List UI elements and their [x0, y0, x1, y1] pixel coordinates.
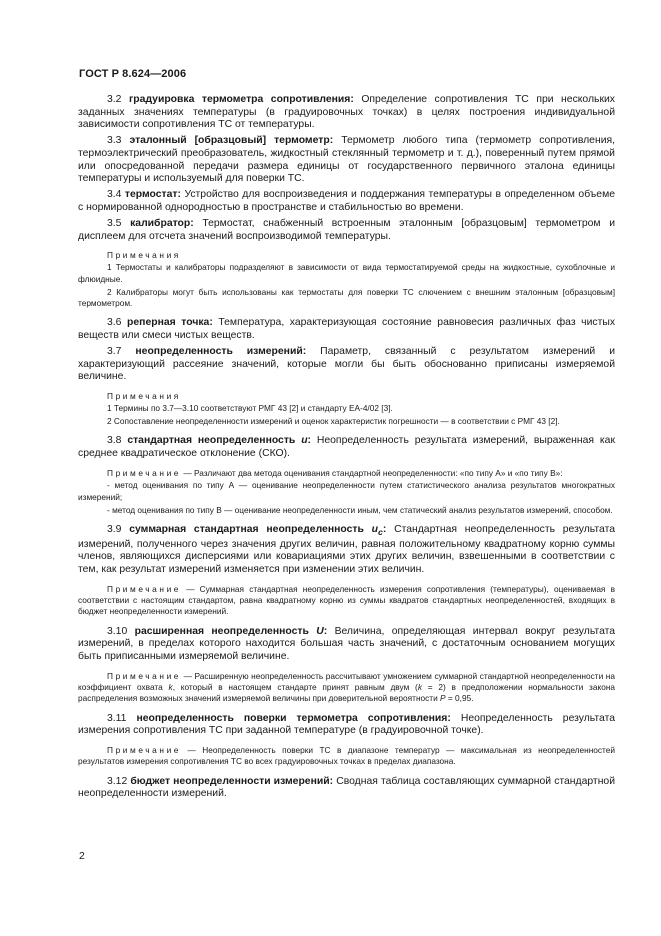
definition-3-5 — [78, 218, 615, 243]
term: эталонный [образцовый] термометр: — [129, 135, 334, 147]
definition-text: Температура, характеризующая состояние равновесия различных фаз чистых веществ или смеси чистых веществ. — [78, 317, 616, 342]
term: термостат: — [124, 189, 181, 201]
definition-3-11 — [78, 713, 615, 738]
term-text: стандартная неопределенность — [127, 435, 296, 447]
standard-header: ГОСТ Р 8.624—2006 — [79, 68, 187, 80]
symbol-U: U — [316, 625, 324, 637]
note-item: 2 Сопоставление неопределенности измерений и оценок характеристик погрешности — в соответствии с РМГ 43 [2]. — [107, 415, 560, 426]
clause-number: 3.7 — [107, 346, 122, 358]
symbol-P: P — [440, 693, 446, 704]
definition-text: Определение сопротивления ТС при нескольких заданных значениях температуры (в градуировочных точках) в целях построения индивидуальной зависимости сопротивления ТС от температуры. — [78, 94, 616, 131]
definition-3-4 — [78, 189, 615, 214]
note-label: Примечание — [107, 670, 182, 681]
definition-3-7 — [78, 346, 615, 384]
definition-text: Величина, определяющая интервал вокруг результата измерений, в пределах которого находится большая часть значений, с достаточным основанием могущих быть приписанными измеряемой величине. — [78, 625, 616, 662]
page-number: 2 — [79, 851, 85, 862]
definition-text: Стандартная неопределенность результата измерений, полученного через значения других величин, равная положительному квадратному корню суммы членов, являющихся дисперсиями или ковариациями этих других величин, взвешенными в соответствии с тем, как результат измерений изменяется при изменении этих величин. — [78, 524, 616, 575]
note-text: — Суммарная стандартная неопределенность измерения сопротивления (температуры), оцениваемая в соответствии с настоящим стандартом, равна квадратному корню из суммы квадратов стандартных неопределенностей, входящих в бюджет неопределенности измерений. — [78, 583, 615, 617]
note-item: 1 Термины по 3.7—3.10 соответствуют РМГ 43 [2] и стандарту ЕА-4/02 [3]. — [107, 403, 393, 413]
note-dash-item: - метод оценивания по типу В — оценивание неопределенности иным, чем статический анализ результатов измерений, способом. — [107, 504, 613, 515]
term-colon: : — [307, 435, 312, 447]
definition-3-3 — [78, 135, 615, 185]
term — [135, 626, 328, 637]
term: реперная точка: — [127, 317, 213, 329]
clause-number: 3.3 — [107, 135, 122, 147]
note-text: , который в настоящем стандарте принят равным двум ( — [172, 681, 418, 692]
definition-text: Устройство для воспроизведения и поддержания температуры в определенном объеме с нормированной однородностью в пространстве и стабильностью во времени. — [78, 189, 615, 213]
definition-text: Сводная таблица составляющих суммарной стандартной неопределенности измерений. — [78, 775, 616, 800]
clause-number: 3.5 — [107, 218, 122, 230]
definition-text: Неопределенность результата измерения сопротивления ТС при заданной температуре (в градуировочной точке). — [78, 712, 616, 737]
note-paragraph — [78, 745, 615, 768]
term-text: суммарная стандартная неопределенность — [129, 524, 364, 536]
note-paragraph — [78, 584, 615, 618]
note-label: Примечание — [107, 744, 182, 755]
term: неопределенность измерений: — [135, 346, 307, 358]
term: калибратор: — [130, 218, 194, 230]
notes-heading: Примечания — [107, 250, 181, 261]
term-colon: : — [323, 625, 328, 637]
term: бюджет неопределенности измерений: — [130, 775, 334, 787]
symbol-u: u — [371, 524, 378, 536]
notes-heading: Примечания — [107, 391, 181, 401]
note-dash-item: - метод оценивания по типу А — оценивание неопределенности путем статистического анализа результатов многократных измерений; — [78, 480, 615, 502]
note-item: 2 Калибраторы могут быть использованы как термостаты для поверки ТС слючением с внешним эталонным [образцовым] термометром. — [78, 286, 615, 309]
note-label: Примечание — [107, 583, 182, 594]
term — [127, 435, 311, 446]
definition-3-12 — [78, 776, 615, 801]
clause-number: 3.12 — [107, 775, 128, 787]
symbol-u: u — [301, 435, 308, 447]
term: неопределенность поверки термометра сопротивления: — [136, 712, 451, 724]
symbol-k: k — [417, 681, 422, 692]
clause-number: 3.2 — [107, 94, 122, 105]
note-paragraph — [78, 468, 615, 479]
definition-text: Термометр любого типа (термометр сопротивления, термоэлектрический преобразователь, жидкостный стеклянный термометр и т. д.), поверенный путем прямой или опосредованной передачи размера единицы от государственного первичного эталона единицы температуры и используемый для поверки ТС. — [78, 135, 616, 185]
note-paragraph — [78, 671, 615, 705]
note-text: — Расширенную неопределенность рассчитывают умножением суммарной стандартной неопределенности на коэффициент охвата — [78, 670, 615, 692]
clause-number: 3.10 — [107, 625, 128, 637]
clause-number: 3.11 — [107, 712, 127, 724]
term: градуировка термометра сопротивления: — [128, 94, 354, 105]
definition-text: Термостат, снабженный встроенным эталонным [образцовым] термометром и дисплеем для отсчета значений воспроизводимой температуры. — [78, 218, 616, 242]
definition-text: Параметр, связанный с результатом измерений и характеризующий рассеяние значений, которые могли бы быть обоснованно приписаны измеряемой величине. — [78, 346, 615, 383]
term-colon: : — [382, 524, 387, 536]
document-body — [78, 94, 615, 805]
symbol-subscript-c: c — [377, 527, 383, 538]
note-text: = 2) в предположении нормальности закона распределения возможных значений измеряемой величины при доверительной вероятности — [78, 681, 616, 704]
definition-3-6 — [78, 317, 615, 342]
definition-3-9 — [78, 524, 615, 576]
definition-text: Неопределенность результата измерений, выраженная как среднее квадратическое отклонение (СКО). — [78, 435, 616, 459]
note-text: = 0,95. — [445, 693, 474, 704]
symbol-k: k — [168, 681, 173, 692]
clause-number: 3.6 — [107, 317, 122, 329]
definition-3-8 — [78, 435, 615, 460]
clause-number: 3.9 — [107, 524, 122, 536]
note-label: Примечание — [107, 467, 182, 478]
term-text: расширенная неопределенность — [134, 625, 309, 637]
term — [129, 524, 387, 538]
note-text: — Неопределенность поверки ТС в диапазоне температур — максимальная из неопределенностей результатов измерения сопротивления ТС во всех градуировочных точках в пределах диапазона. — [78, 744, 615, 767]
note-item: 1 Термостаты и калибраторы подразделяют в зависимости от вида термостатируемой среды на жидкостные, сухоблочные и флюидные. — [78, 262, 615, 284]
note-text: — Различают два метода оценивания стандартной неопределенности: «по типу А» и «по типу В»: — [181, 467, 563, 478]
clause-number: 3.4 — [107, 189, 122, 201]
clause-number: 3.8 — [107, 435, 122, 447]
definition-3-10 — [78, 626, 615, 664]
definition-3-2 — [78, 94, 615, 132]
